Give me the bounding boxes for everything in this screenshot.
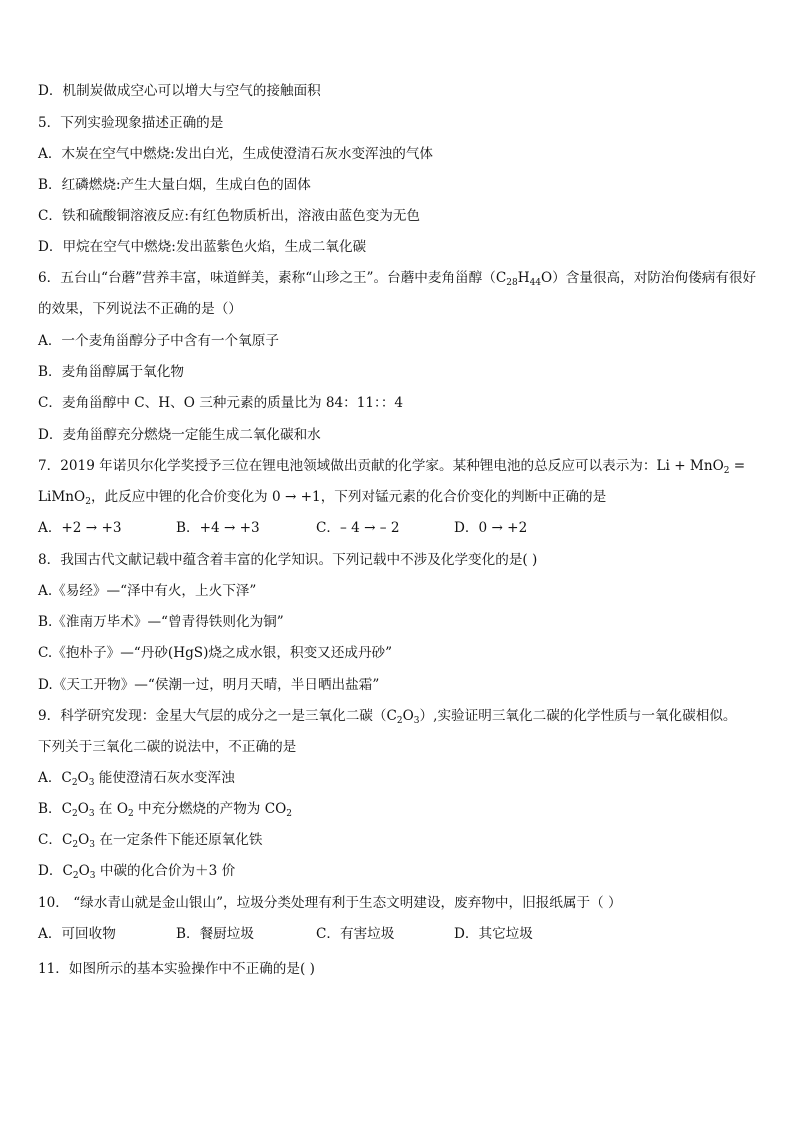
q6-stem-line2: 的效果，下列说法不正确的是（） [38, 301, 242, 317]
q6-stem-line1 [38, 268, 756, 288]
q7-option-a: A．+2 → +3 [38, 520, 122, 536]
q9-option-c [38, 830, 262, 850]
text-segment: B．C [38, 801, 72, 817]
text-segment: O）含量很高，对防治佝偻病有很好 [541, 270, 757, 286]
text-segment: O [78, 863, 90, 879]
q5-option-a: A．木炭在空气中燃烧:发出白光，生成使澄清石灰水变浑浊的气体 [38, 146, 434, 162]
q4-option-d: D．机制炭做成空心可以增大与空气的接触面积 [38, 83, 321, 99]
q7-stem-line1 [38, 456, 745, 476]
q9-option-a [38, 768, 235, 788]
q8-stem: 8．我国古代文献记载中蕴含着丰富的化学知识。下列记载中不涉及化学变化的是( ) [38, 552, 538, 568]
q8-option-a: A.《易经》—“泽中有火，上火下泽” [38, 583, 257, 599]
q8-option-c: C.《抱朴子》—“丹砂(HgS)烧之成水银，积变又还成丹砂” [38, 645, 393, 661]
q5-option-b: B．红磷燃烧:产生大量白烟，生成白色的固体 [38, 177, 311, 193]
q5-option-d: D．甲烷在空气中燃烧:发出蓝紫色火焰，生成二氧化碳 [38, 239, 367, 255]
q5-stem: 5．下列实验现象描述正确的是 [38, 115, 224, 131]
text-segment: 能使澄清石灰水变浑浊 [94, 770, 235, 786]
q7-option-d: D．0 → +2 [454, 520, 528, 536]
q5-option-c: C．铁和硫酸铜溶液反应:有红色物质析出，溶液由蓝色变为无色 [38, 208, 421, 224]
text-segment: O [402, 708, 414, 724]
text-segment: ，此反应中锂的化合价变化为 0 → +1，下列对锰元素的化合价变化的判断中正确的是 [90, 489, 607, 505]
q7-option-c: C．– 4 → – 2 [316, 520, 400, 536]
subscript: 2 [72, 840, 79, 850]
q6-option-b: B．麦角甾醇属于氧化物 [38, 364, 184, 380]
subscript: 2 [286, 809, 292, 819]
text-segment: ）,实验证明三氧化二碳的化学性质与一氧化碳相似。 [419, 708, 737, 724]
text-segment: O [78, 832, 90, 848]
q11-stem: 11．如图所示的基本实验操作中不正确的是( ) [38, 961, 315, 977]
subscript: 3 [89, 871, 96, 881]
subscript: 3 [88, 809, 95, 819]
text-segment: 6．五台山“台蘑”营养丰富，味道鲜美，素称“山珍之王”。台蘑中麦角甾醇（C [38, 270, 507, 286]
q9-option-d [38, 861, 235, 881]
text-segment: 在 O [94, 801, 128, 817]
subscript: 2 [723, 466, 730, 476]
q10-option-b: B．餐厨垃圾 [176, 926, 254, 942]
q6-option-d: D．麦角甾醇充分燃烧一定能生成二氧化碳和水 [38, 427, 321, 443]
q7-options [38, 518, 527, 538]
q6-option-a: A．一个麦角甾醇分子中含有一个氧原子 [38, 333, 279, 349]
q7-option-b: B．+4 → +3 [176, 520, 260, 536]
text-segment: 7．2019 年诺贝尔化学奖授予三位在锂电池领域做出贡献的化学家。某种锂电池的总反应可以表示为：Li + MnO [38, 458, 724, 474]
q10-option-c: C．有害垃圾 [316, 926, 395, 942]
subscript: 2 [85, 497, 91, 507]
subscript: 3 [89, 840, 96, 850]
q10-options [38, 924, 533, 944]
q9-option-b [38, 799, 292, 819]
q7-stem-line2 [38, 487, 606, 507]
text-segment: D．C [38, 863, 73, 879]
text-segment: C．C [38, 832, 73, 848]
text-segment: LiMnO [38, 489, 86, 505]
text-segment: 中充分燃烧的产物为 CO [133, 801, 287, 817]
subscript: 44 [529, 278, 542, 288]
q10-option-d: D．其它垃圾 [454, 926, 533, 942]
q10-option-a: A．可回收物 [38, 926, 116, 942]
text-segment: 在一定条件下能还原氧化铁 [95, 832, 263, 848]
text-segment: 中碳的化合价为＋3 价 [95, 863, 236, 879]
subscript: 2 [72, 871, 79, 881]
q9-stem-line1 [38, 706, 737, 726]
subscript: 3 [88, 778, 95, 788]
q8-option-d: D.《天工开物》—“侯潮一过，明月天晴，半日晒出盐霜” [38, 677, 380, 693]
q6-option-c: C．麦角甾醇中 C、H、O 三种元素的质量比为 84：11：：4 [38, 395, 404, 411]
q10-stem: 10． “绿水青山就是金山银山”，垃圾分类处理有利于生态文明建设，废弃物中，旧报纸属于（ ） [38, 895, 622, 911]
subscript: 2 [128, 809, 134, 819]
text-segment: O [77, 801, 89, 817]
subscript: 2 [71, 778, 78, 788]
subscript: 2 [71, 809, 78, 819]
text-segment: = [729, 458, 746, 474]
subscript: 2 [396, 716, 403, 726]
text-segment: O [77, 770, 89, 786]
subscript: 3 [413, 716, 420, 726]
text-segment: A．C [38, 770, 72, 786]
text-segment: 9．科学研究发现：金星大气层的成分之一是三氧化二碳（C [38, 708, 397, 724]
q9-stem-line2: 下列关于三氧化二碳的说法中，不正确的是 [38, 739, 297, 755]
q8-option-b: B.《淮南万毕术》—“曾青得铁则化为铜” [38, 614, 284, 630]
text-segment: H [517, 270, 530, 286]
subscript: 28 [506, 278, 518, 288]
